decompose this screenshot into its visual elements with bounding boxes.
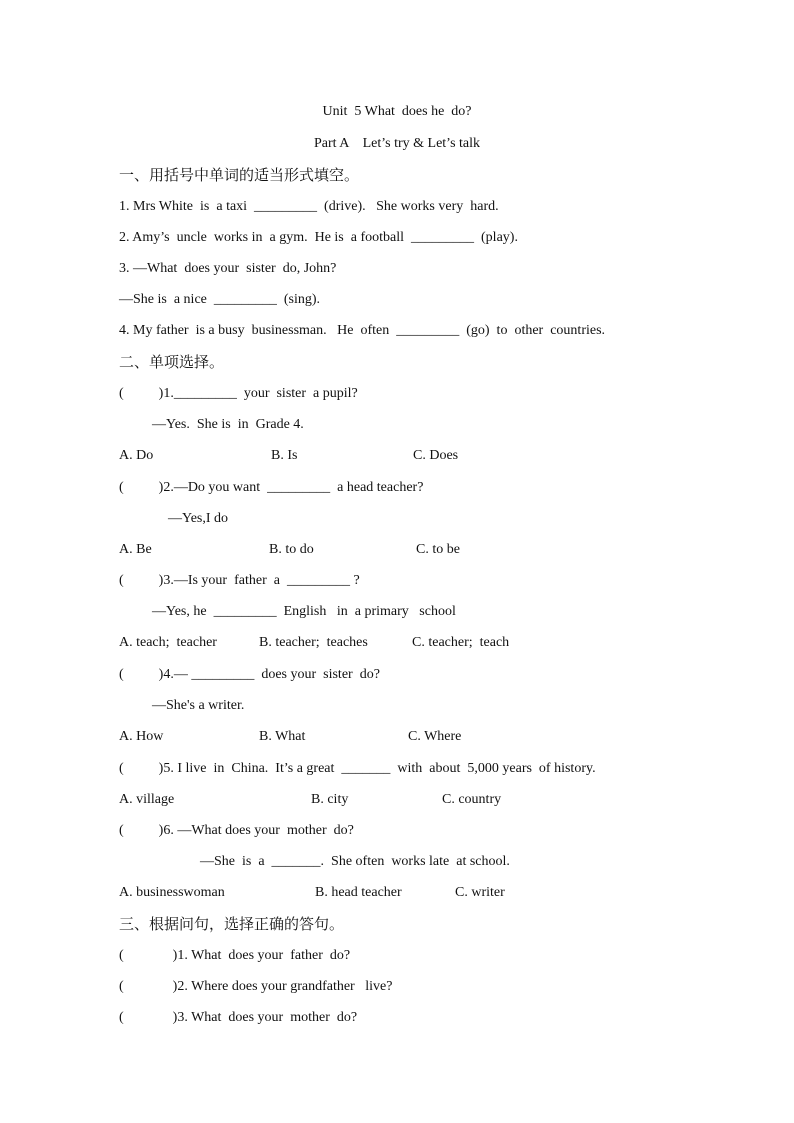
s2-q6-reply: —She is a _______. She often works late at school. xyxy=(200,854,510,869)
s2-q4-reply: —She's a writer. xyxy=(152,698,245,713)
s3-question-1: ( )1. What does your father do? xyxy=(119,948,351,963)
s2-q4-option-a: A. How xyxy=(119,729,164,744)
s1-question-3: 3. —What does your sister do, John? xyxy=(119,261,337,276)
s2-q6-option-b: B. head teacher xyxy=(315,885,402,900)
s2-q5-option-c: C. country xyxy=(442,792,502,807)
s2-q4-stem: ( )4.— _________ does your sister do? xyxy=(119,667,380,682)
s2-q6-option-a: A. businesswoman xyxy=(119,885,225,900)
s2-q2-option-a: A. Be xyxy=(119,542,152,557)
s2-q5-option-b: B. city xyxy=(311,792,349,807)
s2-q5-stem: ( )5. I live in China. It’s a great _______ with about 5,000 years of history. xyxy=(119,761,596,776)
s2-q1-reply: —Yes. She is in Grade 4. xyxy=(152,417,304,432)
s2-q5-option-a: A. village xyxy=(119,792,175,807)
s2-q1-stem: ( )1._________ your sister a pupil? xyxy=(119,386,358,401)
s2-q6-option-c: C. writer xyxy=(455,885,505,900)
s2-q3-option-b: B. teacher; teaches xyxy=(259,635,368,650)
s2-q1-option-c: C. Does xyxy=(413,448,459,463)
s2-q3-option-c: C. teacher; teach xyxy=(412,635,510,650)
s2-q2-reply: —Yes,I do xyxy=(168,511,229,526)
s2-q1-option-a: A. Do xyxy=(119,448,154,463)
page-subtitle: Part A Let’s try & Let’s talk xyxy=(313,136,481,151)
s1-question-2: 2. Amy’s uncle works in a gym. He is a football _________ (play). xyxy=(119,230,518,245)
s2-q3-reply: —Yes, he _________ English in a primary school xyxy=(152,604,456,619)
s2-q1-option-b: B. Is xyxy=(271,448,298,463)
s2-q6-stem: ( )6. —What does your mother do? xyxy=(119,823,354,838)
s2-q2-option-b: B. to do xyxy=(269,542,314,557)
s2-q2-stem: ( )2.—Do you want _________ a head teacher? xyxy=(119,480,424,495)
section-3-heading: 三、根据问句，选择正确的答句。 xyxy=(119,915,345,933)
s1-question-1: 1. Mrs White is a taxi _________ (drive). She works very hard. xyxy=(119,199,499,214)
s3-question-3: ( )3. What does your mother do? xyxy=(119,1010,358,1025)
s2-q2-option-c: C. to be xyxy=(416,542,460,557)
section-2-heading: 二、单项选择。 xyxy=(119,353,225,371)
s1-question-3-reply: —She is a nice _________ (sing). xyxy=(119,292,321,307)
s1-question-4: 4. My father is a busy businessman. He often _________ (go) to other countries. xyxy=(119,323,606,338)
s2-q3-option-a: A. teach; teacher xyxy=(119,635,217,650)
s2-q4-option-c: C. Where xyxy=(408,729,462,744)
s3-question-2: ( )2. Where does your grandfather live? xyxy=(119,979,393,994)
s2-q3-stem: ( )3.—Is your father a _________ ? xyxy=(119,573,360,588)
s2-q4-option-b: B. What xyxy=(259,729,306,744)
page-title: Unit 5 What does he do? xyxy=(322,104,472,119)
section-1-heading: 一、用括号中单词的适当形式填空。 xyxy=(119,166,360,184)
